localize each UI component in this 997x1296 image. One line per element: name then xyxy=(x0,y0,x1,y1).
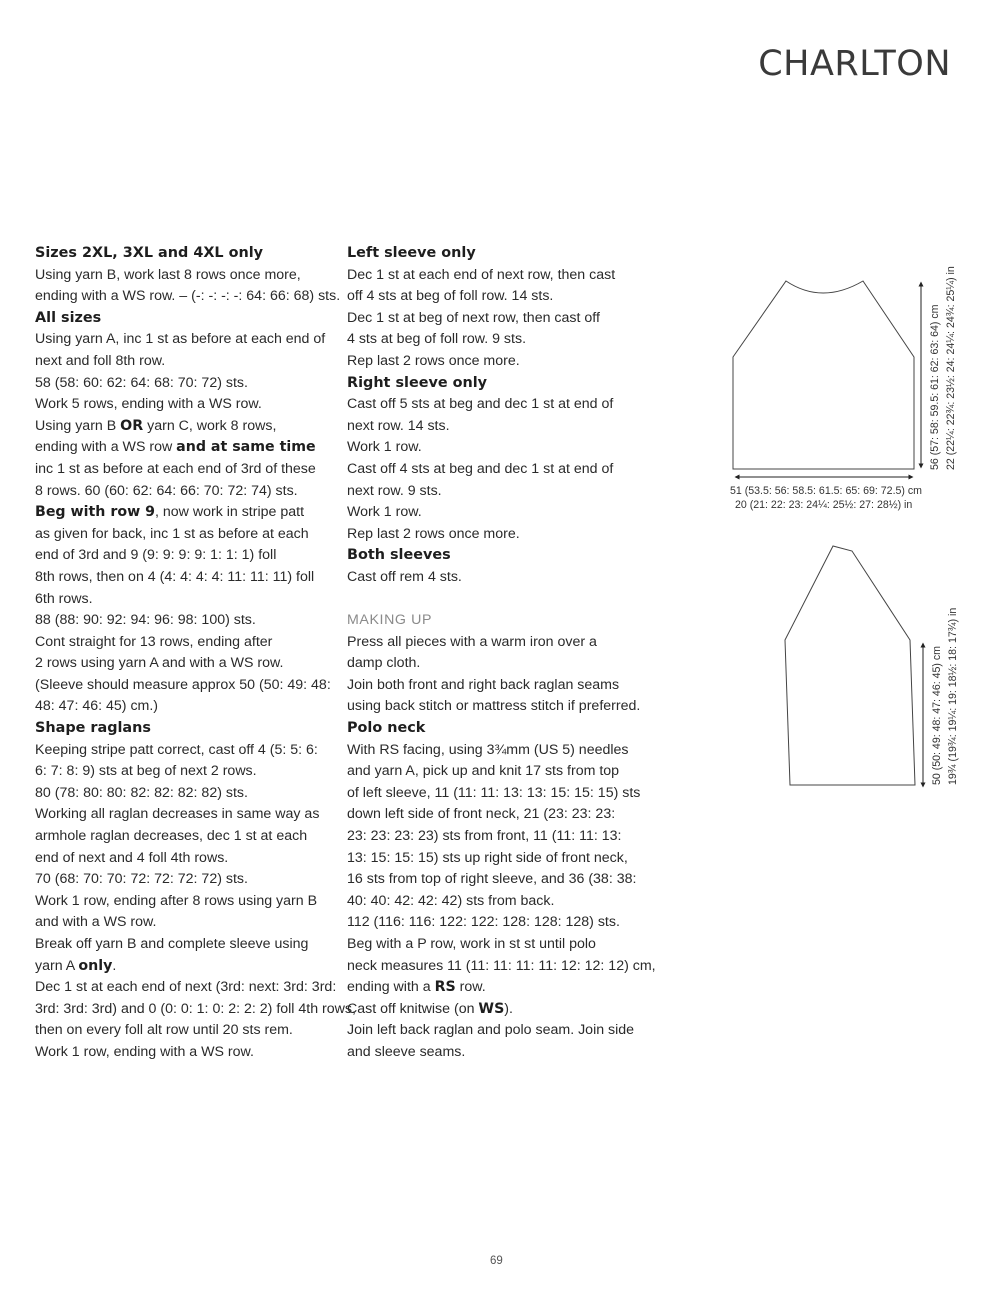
body-length-in-label: 22 (22¼: 22¾: 23½: 24: 24¼: 24¾: 25¼) in xyxy=(945,266,957,470)
text-segment: 8th rows, then on 4 (4: 4: 4: 4: 11: 11: 11) foll xyxy=(35,568,315,585)
text-segment: yarn C, work 8 rows, xyxy=(143,417,277,434)
bold-emphasis: and at same time xyxy=(176,439,316,456)
text-segment: 88 (88: 90: 92: 94: 96: 98: 100) sts. xyxy=(35,612,256,629)
bold-emphasis: RS xyxy=(434,979,456,996)
sleeve-length-cm-label: 50 (50: 49: 48: 47: 46: 45) cm xyxy=(931,646,943,785)
text-segment: Cast off 4 sts at beg and dec 1 st at end of xyxy=(347,460,614,477)
text-segment: then on every foll alt row until 20 sts rem. xyxy=(35,1022,293,1039)
text-segment: as given for back, inc 1 st as before at each xyxy=(35,525,309,542)
text-segment: ending with a xyxy=(347,979,435,996)
section-heading: Polo neck xyxy=(347,720,426,737)
text-segment: 8 rows. 60 (60: 62: 64: 66: 70: 72: 74) sts. xyxy=(35,482,298,499)
body-length-cm-label: 56 (57: 58: 59.5: 61: 62: 63: 64) cm xyxy=(929,304,941,470)
text-segment: neck measures 11 (11: 11: 11: 11: 12: 12: 12) cm, xyxy=(347,957,656,974)
body-width-cm-label: 51 (53.5: 56: 58.5: 61.5: 65: 69: 72.5) cm xyxy=(730,485,922,497)
section-title: MAKING UP xyxy=(347,612,433,629)
text-segment: Dec 1 st at beg of next row, then cast off xyxy=(347,309,600,326)
section-heading: Shape raglans xyxy=(35,720,151,737)
text-segment: Work 5 rows, ending with a WS row. xyxy=(35,396,262,413)
text-segment: using back stitch or mattress stitch if preferred. xyxy=(347,698,641,715)
sleeve-length-in-label: 19¾ (19¾: 19¼: 19: 18½: 18: 17¾) in xyxy=(947,607,959,785)
text-segment: (Sleeve should measure approx 50 (50: 49: 48: xyxy=(35,676,331,693)
text-segment: 16 sts from top of right sleeve, and 36 (38: 38: xyxy=(347,871,637,888)
text-segment: 3rd: 3rd: 3rd) and 0 (0: 0: 1: 0: 2: 2: 2) foll 4th rows, xyxy=(35,1000,356,1017)
page-title: CHARLTON xyxy=(758,44,951,84)
text-segment: next row. 14 sts. xyxy=(347,417,450,434)
text-segment: of left sleeve, 11 (11: 11: 13: 13: 15: 15: 15) sts xyxy=(347,784,641,801)
text-segment: Dec 1 st at each end of next (3rd: next: 3rd: 3rd: xyxy=(35,979,337,996)
text-segment: row. xyxy=(455,979,486,996)
text-segment: Cast off 5 sts at beg and dec 1 st at end of xyxy=(347,396,614,413)
text-segment: and yarn A, pick up and knit 17 sts from top xyxy=(347,763,620,780)
text-segment: 48: 47: 46: 45) cm.) xyxy=(35,698,159,715)
section-heading: Left sleeve only xyxy=(347,245,476,261)
bold-emphasis: WS xyxy=(478,1000,505,1017)
text-segment: 4 sts at beg of foll row. 9 sts. xyxy=(347,331,527,348)
text-segment: , now work in stripe patt xyxy=(154,504,305,521)
text-segment: 80 (78: 80: 80: 82: 82: 82: 82) sts. xyxy=(35,784,248,801)
text-segment: yarn A xyxy=(35,957,79,974)
text-segment: and with a WS row. xyxy=(35,914,157,931)
text-segment: Rep last 2 rows once more. xyxy=(347,525,520,542)
text-segment: 58 (58: 60: 62: 64: 68: 70: 72) sts. xyxy=(35,374,248,391)
sleeve-schematic xyxy=(785,546,923,785)
text-segment: damp cloth. xyxy=(347,655,421,672)
text-segment: 2 rows using yarn A and with a WS row. xyxy=(35,655,284,672)
text-segment: Working all raglan decreases in same way as xyxy=(35,806,320,823)
text-segment: Keeping stripe patt correct, cast off 4 (5: 5: 6: xyxy=(35,741,318,758)
section-heading: Both sleeves xyxy=(347,547,451,564)
section-heading: All sizes xyxy=(35,309,102,326)
text-segment: Work 1 row. xyxy=(347,504,422,521)
text-segment: and sleeve seams. xyxy=(347,1043,466,1060)
text-segment: 13: 15: 15: 15) sts up right side of front neck, xyxy=(347,849,628,866)
bold-emphasis: Beg with row 9 xyxy=(35,504,155,521)
text-segment: Cast off rem 4 sts. xyxy=(347,568,462,585)
text-segment: down left side of front neck, 21 (23: 23: 23: xyxy=(347,806,616,823)
text-segment: 6: 7: 8: 9) sts at beg of next 2 rows. xyxy=(35,763,257,780)
page-number: 69 xyxy=(490,1255,503,1267)
bold-emphasis: only xyxy=(78,957,113,974)
bold-emphasis: OR xyxy=(120,417,144,434)
text-segment: Join both front and right back raglan seams xyxy=(347,676,620,693)
text-segment: Work 1 row. xyxy=(347,439,422,456)
text-segment: off 4 sts at beg of foll row. 14 sts. xyxy=(347,288,554,305)
text-segment: Work 1 row, ending with a WS row. xyxy=(35,1043,254,1060)
text-segment: Cast off knitwise (on xyxy=(347,1000,479,1017)
text-segment: Cont straight for 13 rows, ending after xyxy=(35,633,273,650)
text-segment: Using yarn A, inc 1 st as before at each end of xyxy=(35,331,326,348)
text-segment: Join left back raglan and polo seam. Join side xyxy=(347,1022,635,1039)
text-segment: inc 1 st as before at each end of 3rd of these xyxy=(35,460,316,477)
text-segment: ending with a WS row xyxy=(35,439,177,456)
text-segment: ). xyxy=(504,1000,513,1017)
text-segment: end of next and 4 foll 4th rows. xyxy=(35,849,229,866)
text-segment: end of 3rd and 9 (9: 9: 9: 9: 1: 1: 1) foll xyxy=(35,547,277,564)
section-heading: Right sleeve only xyxy=(347,374,488,391)
text-segment: Work 1 row, ending after 8 rows using yarn B xyxy=(35,892,318,909)
body-schematic xyxy=(733,281,921,477)
text-segment: Dec 1 st at each end of next row, then cast xyxy=(347,266,616,283)
text-segment: . xyxy=(112,957,117,974)
text-segment: Press all pieces with a warm iron over a xyxy=(347,633,597,650)
text-segment: Using yarn B xyxy=(35,417,121,434)
text-segment: 70 (68: 70: 70: 72: 72: 72: 72) sts. xyxy=(35,871,248,888)
text-segment: ending with a WS row. – (-: -: -: -: 64: 66: 68) sts. xyxy=(35,288,341,305)
text-segment: armhole raglan decreases, dec 1 st at each xyxy=(35,828,308,845)
text-segment: Rep last 2 rows once more. xyxy=(347,352,520,369)
text-segment: next and foll 8th row. xyxy=(35,352,166,369)
text-segment: 112 (116: 116: 122: 122: 128: 128: 128) sts. xyxy=(347,914,620,931)
text-segment: 40: 40: 42: 42: 42) sts from back. xyxy=(347,892,555,909)
text-segment: 6th rows. xyxy=(35,590,93,607)
text-segment: next row. 9 sts. xyxy=(347,482,442,499)
section-heading: Sizes 2XL, 3XL and 4XL only xyxy=(35,245,264,261)
text-segment: 23: 23: 23: 23) sts from front, 11 (11: 11: 13: xyxy=(347,828,622,845)
text-segment: Break off yarn B and complete sleeve using xyxy=(35,936,309,952)
text-segment: Using yarn B, work last 8 rows once more, xyxy=(35,266,301,283)
text-segment: With RS facing, using 3¾mm (US 5) needles xyxy=(347,741,629,758)
text-segment: Beg with a P row, work in st st until polo xyxy=(347,936,596,952)
body-width-in-label: 20 (21: 22: 23: 24¼: 25½: 27: 28½) in xyxy=(735,499,913,511)
